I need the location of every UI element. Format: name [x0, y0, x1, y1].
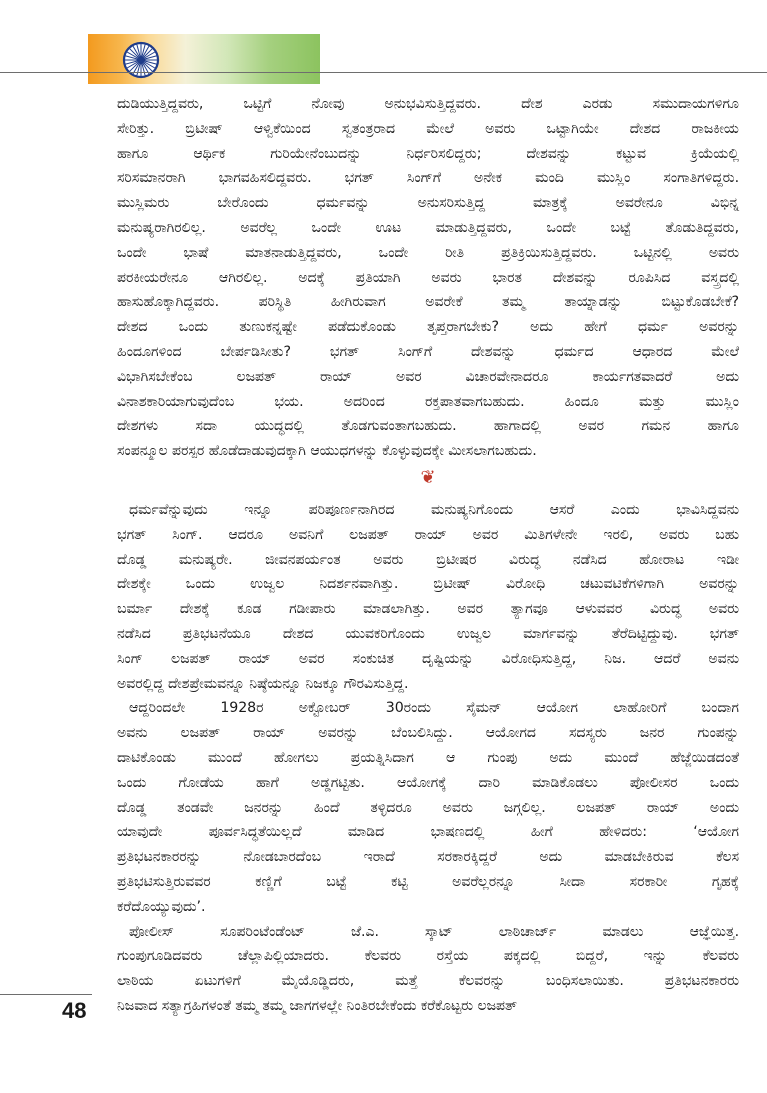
text-line: ಆದ್ದರಿಂದಲೇ 1928ರ ಅಕ್ಟೋಬರ್ 30ರಂದು ಸೈಮನ್ ಆಯೋಗ ಲಾಹೋರಿಗೆ ಬಂದಾಗ: [129, 700, 739, 717]
text-line: ಬರ್ಮಾ ದೇಶಕ್ಕೆ ಕೂಡ ಗಡೀಪಾರು ಮಾಡಲಾಗಿತ್ತು. ಅವರ ತ್ಯಾಗವೂ ಆಳುವವರ ವಿರುದ್ಧ ಅವರು: [117, 601, 739, 618]
text-line: ಭಗತ್ ಸಿಂಗ್. ಆದರೂ ಅವನಿಗೆ ಲಜಪತ್ ರಾಯ್ ಅವರ ಮಿತಿಗಳೇನೇ ಇರಲಿ, ಅವರು ಬಹು: [117, 526, 739, 543]
paragraph-4: [117, 920, 739, 1019]
text-line: ಗುಂಪುಗೂಡಿದವರು ಚೆಲ್ಲಾಪಿಲ್ಲಿಯಾದರು. ಕೆಲವರು ರಸ್ತೆಯ ಪಕ್ಕದಲ್ಲಿ ಬಿದ್ದರೆ, ಇನ್ನು ಕೆಲವರು: [117, 948, 739, 965]
text-line: ಪ್ರತಿಭಟಿಸುತ್ತಿರುವವರ ಕಣ್ಣಿಗೆ ಬಟ್ಟೆ ಕಟ್ಟಿ ಅವರೆಲ್ಲರನ್ನೂ ಸೀದಾ ಸರಕಾರೀ ಗೃಹಕ್ಕೆ: [117, 873, 739, 890]
footer-rule: [0, 994, 92, 995]
text-line: ಕರೆದೊಯ್ಯುವುದು’.: [117, 898, 206, 915]
section-separator-ornament: ❦: [420, 466, 436, 488]
text-line: ದೊಡ್ಡ ಮನುಷ್ಯರೇ. ಜೀವನಪರ್ಯಂತ ಅವರು ಬ್ರಿಟೀಷರ ವಿರುದ್ಧ ನಡೆಸಿದ ಹೋರಾಟ ಇಡೀ: [117, 551, 739, 568]
text-line: ದುಡಿಯುತ್ತಿದ್ದವರು, ಒಟ್ಟಿಗೆ ನೋವು ಅನುಭವಿಸುತ್ತಿದ್ದವರು. ದೇಶ ಎರಡು ಸಮುದಾಯಗಳಿಗೂ: [117, 96, 739, 112]
text-line: ಹಾಸುಹೊಕ್ಕಾಗಿದ್ದವರು. ಪರಿಸ್ಥಿತಿ ಹೀಗಿರುವಾಗ ಅವರೇಕೆ ತಮ್ಮ ತಾಯ್ನಾಡನ್ನು ಬಿಟ್ಟುಕೊಡಬೇಕೆ?: [117, 294, 739, 311]
paragraph-2: [117, 498, 739, 696]
text-line: ದೇಶದ ಒಂದು ತುಣುಕನ್ನಷ್ಟೇ ಪಡೆದುಕೊಂಡು ತೃಪ್ತರಾಗಬೇಕು? ಅದು ಹೇಗೆ ಧರ್ಮ ಅವರನ್ನು: [117, 319, 739, 336]
text-line: ಒಂದು ಗೋಡೆಯ ಹಾಗೆ ಅಡ್ಡಗಟ್ಟಿತು. ಆಯೋಗಕ್ಕೆ ದಾರಿ ಮಾಡಿಕೊಡಲು ಪೋಲೀಸರ ಒಂದು: [117, 774, 739, 791]
text-line: ದೇಶಗಳು ಸದಾ ಯುದ್ಧದಲ್ಲಿ ತೊಡಗುವಂತಾಗಬಹುದು. ಹಾಗಾದಲ್ಲಿ ಅವರ ಗಮನ ಹಾಗೂ: [117, 418, 739, 435]
text-line: ಸಿಂಗ್ ಲಜಪತ್ ರಾಯ್ ಅವರ ಸಂಕುಚಿತ ದೃಷ್ಟಿಯನ್ನು ವಿರೋಧಿಸುತ್ತಿದ್ದ, ನಿಜ. ಆದರೆ ಅವನು: [117, 650, 739, 667]
text-line: ಪೋಲೀಸ್ ಸೂಪರಿಂಟೆಂಡೆಂಟ್ ಜೆ.ಎ. ಸ್ಕಾಟ್ ಲಾಠಿಚಾರ್ಜ್ ಮಾಡಲು ಆಜ್ಞೆಯಿತ್ತ.: [129, 923, 739, 940]
text-line: ಹಿಂದೂಗಳಿಂದ ಬೇರ್ಪಡಿಸೀತು? ಭಗತ್ ಸಿಂಗ್‌ಗೆ ದೇಶವನ್ನು ಧರ್ಮದ ಆಧಾರದ ಮೇಲೆ: [117, 343, 739, 360]
text-line: ಅವರಲ್ಲಿದ್ದ ದೇಶಪ್ರೇಮವನ್ನೂ ನಿಷ್ಠೆಯನ್ನೂ ನಿಜಕ್ಕೂ ಗೌರವಿಸುತ್ತಿದ್ದ.: [117, 675, 409, 692]
paragraph-1: [117, 92, 739, 464]
page-body: [117, 92, 739, 1019]
text-line: ಯಾವುದೇ ಪೂರ್ವಸಿದ್ಧತೆಯಿಲ್ಲದೆ ಮಾಡಿದ ಭಾಷಣದಲ್ಲಿ ಹೀಗೆ ಹೇಳಿದರು: ‘ಆಯೋಗ: [117, 824, 739, 841]
text-line: ಅವನು ಲಜಪತ್ ರಾಯ್ ಅವರನ್ನು ಬೆಂಬಲಿಸಿದ್ದು. ಆಯೋಗದ ಸದಸ್ಯರು ಜನರ ಗುಂಪನ್ನು: [117, 725, 739, 742]
text-line: ದೊಡ್ಡ ತಂಡವೇ ಜನರನ್ನು ಹಿಂದೆ ತಳ್ಳಿದರೂ ಅವರು ಜಗ್ಗಲಿಲ್ಲ. ಲಜಪತ್ ರಾಯ್ ಅಂದು: [117, 799, 739, 816]
text-line: ವಿಭಾಗಿಸಬೇಕೆಂಬ ಲಜಪತ್ ರಾಯ್ ಅವರ ವಿಚಾರವೇನಾದರೂ ಕಾರ್ಯಗತವಾದರೆ ಅದು: [117, 368, 739, 385]
paragraph-3: [117, 696, 739, 919]
text-line: ಸರಿಸಮಾನರಾಗಿ ಭಾಗವಹಿಸಲಿದ್ದವರು. ಭಗತ್ ಸಿಂಗ್‌ಗೆ ಅನೇಕ ಮಂದಿ ಮುಸ್ಲಿಂ ಸಂಗಾತಿಗಳಿದ್ದರು.: [117, 170, 739, 187]
text-line: ಸೇರಿತ್ತು. ಬ್ರಿಟೀಷ್ ಆಳ್ವಿಕೆಯಿಂದ ಸ್ವತಂತ್ರರಾದ ಮೇಲೆ ಅವರು ಒಟ್ಟಾಗಿಯೇ ದೇಶದ ರಾಜಕೀಯ: [117, 120, 739, 137]
text-line: ಮನುಷ್ಯರಾಗಿರಲಿಲ್ಲ. ಅವರೆಲ್ಲ ಒಂದೇ ಊಟ ಮಾಡುತ್ತಿದ್ದವರು, ಒಂದೇ ಬಟ್ಟೆ ತೊಡುತಿದ್ದವರು,: [117, 219, 739, 236]
ashoka-chakra-icon: [121, 40, 161, 80]
page-number: 48: [62, 998, 87, 1023]
text-line: ಲಾಠಿಯ ಏಟುಗಳಿಗೆ ಮೈಯೊಡ್ಡಿದರು, ಮತ್ತೆ ಕೆಲವರನ್ನು ಬಂಧಿಸಲಾಯಿತು. ಪ್ರತಿಭಟನಕಾರರು: [117, 973, 739, 990]
text-line: ಸಂಪನ್ಮೂಲ ಪರಸ್ಪರ ಹೊಡೆದಾಡುವುದಕ್ಕಾಗಿ ಆಯುಧಗಳನ್ನು ಕೊಳ್ಳುವುದಕ್ಕೇ ಮೀಸಲಾಗಬಹುದು.: [117, 443, 537, 460]
text-line: ದಾಟಿಕೊಂಡು ಮುಂದೆ ಹೋಗಲು ಪ್ರಯತ್ನಿಸಿದಾಗ ಆ ಗುಂಪು ಅದು ಮುಂದೆ ಹೆಜ್ಜೆಯಿಡದಂತೆ: [117, 749, 739, 766]
text-line: ನಡೆಸಿದ ಪ್ರತಿಭಟನೆಯೂ ದೇಶದ ಯುವಕರಿಗೊಂದು ಉಜ್ವಲ ಮಾರ್ಗವನ್ನು ತೆರೆದಿಟ್ಟಿದ್ದುವು. ಭಗತ್: [117, 625, 739, 642]
text-line: ಮುಸ್ಲಿಮರು ಬೇರೊಂದು ಧರ್ಮವನ್ನು ಅನುಸರಿಸುತ್ತಿದ್ದ ಮಾತ್ರಕ್ಕೆ ಅವರೇನೂ ವಿಭಿನ್ನ: [117, 195, 739, 212]
text-line: ಹಾಗೂ ಆರ್ಥಿಕ ಗುರಿಯೇನೆಂಬುದನ್ನು ನಿರ್ಧರಿಸಲಿದ್ದರು; ದೇಶವನ್ನು ಕಟ್ಟುವ ಕ್ರಿಯೆಯಲ್ಲಿ: [117, 145, 739, 162]
header-rule: [0, 72, 767, 73]
text-line: ಪರಕೀಯರೇನೂ ಆಗಿರಲಿಲ್ಲ. ಅದಕ್ಕೆ ಪ್ರತಿಯಾಗಿ ಅವರು ಭಾರತ ದೇಶವನ್ನು ರೂಪಿಸಿದ ವಸ್ತ್ರದಲ್ಲಿ: [117, 269, 739, 286]
text-line: ಒಂದೇ ಭಾಷೆ ಮಾತನಾಡುತ್ತಿದ್ದವರು, ಒಂದೇ ರೀತಿ ಪ್ರತಿಕ್ರಿಯಿಸುತ್ತಿದ್ದವರು. ಒಟ್ಟಿನಲ್ಲಿ ಅವರು: [117, 244, 739, 261]
text-line: ನಿಜವಾದ ಸತ್ಯಾಗ್ರಹಿಗಳಂತೆ ತಮ್ಮ ತಮ್ಮ ಜಾಗಗಳಲ್ಲೇ ನಿಂತಿರಬೇಕೆಂದು ಕರೆಕೊಟ್ಟರು ಲಜಪತ್: [117, 997, 518, 1014]
text-line: ದೇಶಕ್ಕೇ ಒಂದು ಉಜ್ವಲ ನಿದರ್ಶನವಾಗಿತ್ತು. ಬ್ರಿಟೀಷ್ ವಿರೋಧಿ ಚಟುವಟಿಕೆಗಳಿಗಾಗಿ ಅವರನ್ನು: [117, 576, 739, 593]
text-line: ಧರ್ಮವೆನ್ನುವುದು ಇನ್ನೂ ಪರಿಪೂರ್ಣನಾಗಿರದ ಮನುಷ್ಯನಿಗೊಂದು ಆಸರೆ ಎಂದು ಭಾವಿಸಿದ್ದವನು: [129, 501, 739, 518]
text-line: ಪ್ರತಿಭಟನಕಾರರನ್ನು ನೋಡಬಾರದೆಂಬ ಇರಾದೆ ಸರಕಾರಕ್ಕಿದ್ದರೆ ಅದು ಮಾಡಬೇಕಿರುವ ಕೆಲಸ: [117, 849, 739, 866]
text-line: ವಿನಾಶಕಾರಿಯಾಗುವುದೆಂಬ ಭಯ. ಅದರಿಂದ ರಕ್ತಪಾತವಾಗಬಹುದು. ಹಿಂದೂ ಮತ್ತು ಮುಸ್ಲಿಂ: [117, 393, 739, 410]
